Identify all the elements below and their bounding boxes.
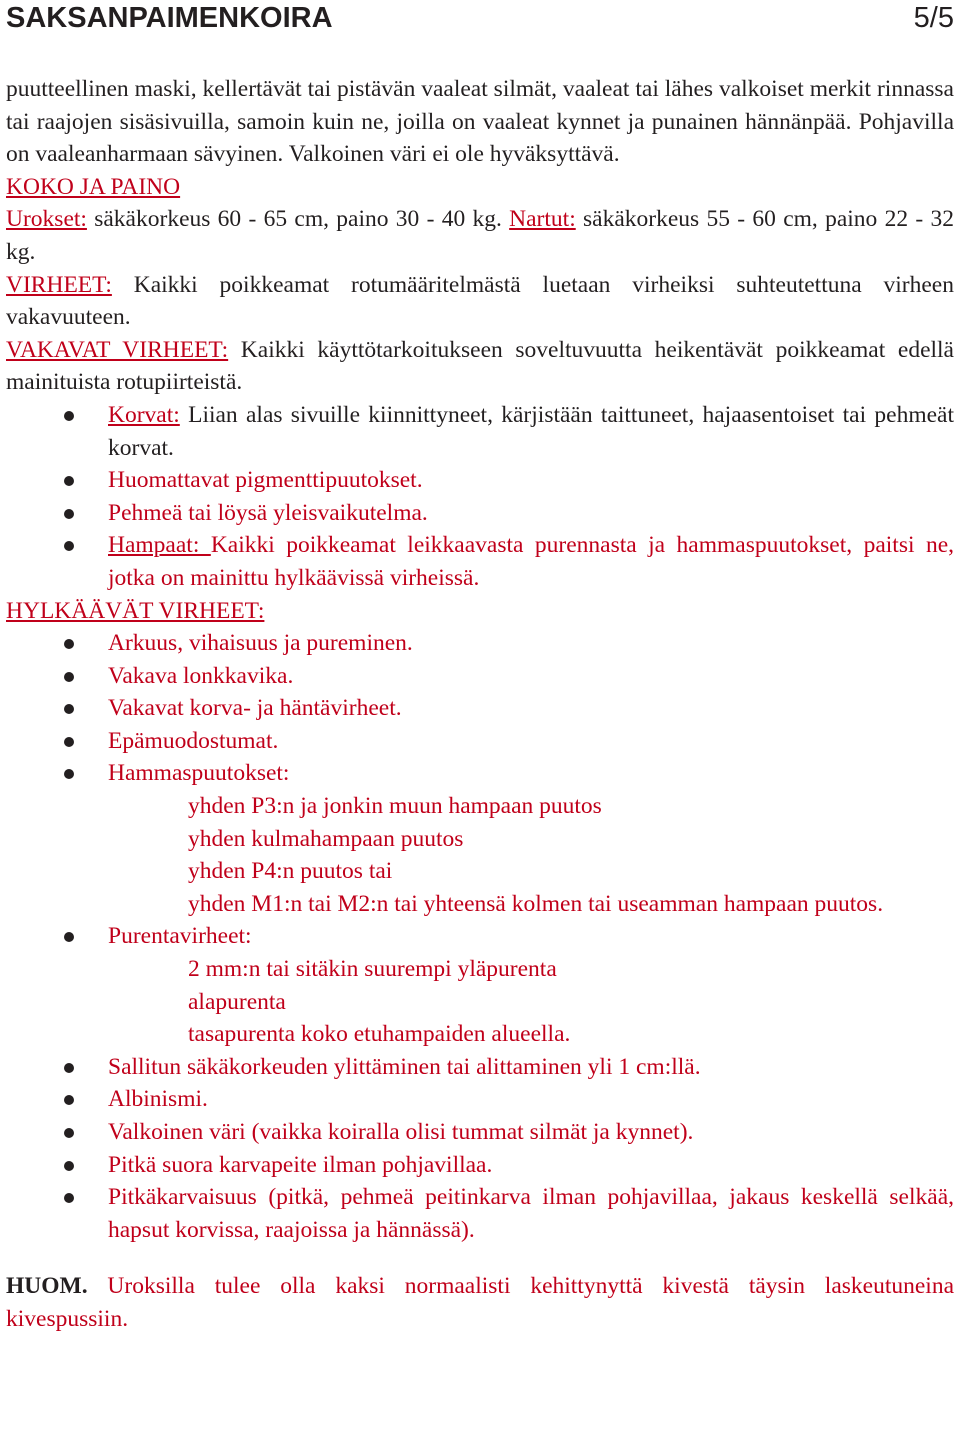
note-paragraph bbox=[6, 1270, 954, 1335]
page-number: 5/5 bbox=[913, 2, 954, 34]
bullet-icon bbox=[64, 639, 74, 649]
serious-faults-list bbox=[6, 399, 954, 595]
list-item-text: Pehmeä tai löysä yleisvaikutelma. bbox=[108, 499, 428, 526]
list-item bbox=[6, 529, 954, 594]
list-item-text: Albinismi. bbox=[108, 1086, 208, 1113]
list-item-label: Korvat: bbox=[108, 401, 180, 428]
sublist-line: tasapurenta koko etuhampaiden alueella. bbox=[188, 1021, 571, 1048]
list-item bbox=[6, 1116, 954, 1149]
list-item bbox=[6, 1083, 954, 1116]
list-item-text: Sallitun säkäkorkeuden ylittäminen tai alittaminen yli 1 cm:llä. bbox=[108, 1053, 701, 1080]
list-item-text: Huomattavat pigmenttipuutokset. bbox=[108, 467, 423, 494]
list-item-text: Vakava lonkkavika. bbox=[108, 662, 294, 689]
list-item-text: Kaikki poikkeamat leikkaavasta purennasta ja hammaspuutokset, paitsi ne, jotka on mainittu hylkäävissä virheissä. bbox=[108, 532, 954, 591]
list-item bbox=[6, 464, 954, 497]
disqualifying-heading bbox=[6, 595, 954, 628]
sublist-line: yhden P4:n puutos tai bbox=[188, 858, 393, 885]
bullet-icon bbox=[64, 672, 74, 682]
list-item-text: Vakavat korva- ja häntävirheet. bbox=[108, 695, 402, 722]
serious-faults-paragraph bbox=[6, 334, 954, 399]
list-item bbox=[6, 660, 954, 693]
disqualifying-heading-text: HYLKÄÄVÄT VIRHEET: bbox=[6, 597, 265, 624]
faults-paragraph bbox=[6, 269, 954, 334]
document-title: SAKSANPAIMENKOIRA bbox=[6, 2, 333, 34]
list-item-text: Pitkäkarvaisuus (pitkä, pehmeä peitinkarva ilman pohjavillaa, jakaus keskellä selkää, hapsut korvissa, raajoissa ja hännässä). bbox=[108, 1184, 954, 1243]
note-label: HUOM. bbox=[6, 1273, 88, 1300]
sublist-line: yhden M1:n tai M2:n tai yhteensä kolmen tai useamman hampaan puutos. bbox=[188, 890, 884, 917]
list-item bbox=[6, 399, 954, 464]
bullet-icon bbox=[64, 541, 74, 551]
faults-label: VIRHEET: bbox=[6, 271, 112, 298]
bullet-icon bbox=[64, 1161, 74, 1171]
disqualifying-list-continued bbox=[6, 1051, 954, 1247]
faults-text: Kaikki poikkeamat rotumääritelmästä luetaan virheiksi suhteutettuna virheen vakavuuteen. bbox=[6, 271, 954, 331]
list-item-text: Hammaspuutokset: bbox=[108, 760, 290, 787]
bullet-icon bbox=[64, 1095, 74, 1105]
bullet-icon bbox=[64, 769, 74, 779]
list-item bbox=[6, 692, 954, 725]
size-heading bbox=[6, 171, 954, 204]
serious-faults-label: VAKAVAT VIRHEET: bbox=[6, 336, 229, 363]
intro-paragraph: puutteellinen maski, kellertävät tai pistävän vaaleat silmät, vaaleat tai lähes valkoiset merkit rinnassa tai raajojen sisäsivuilla, samoin kuin ne, joilla on vaaleat kynnet ja punainen hännänpää. Pohjavilla on vaaleanharmaan sävyinen. Valkoinen väri ei ole hyväksyttävä. bbox=[6, 76, 954, 168]
sublist-line: yhden kulmahampaan puutos bbox=[188, 825, 464, 852]
document-body bbox=[6, 73, 954, 1336]
females-label: Nartut: bbox=[509, 206, 576, 233]
bullet-icon bbox=[64, 509, 74, 519]
disqualifying-list bbox=[6, 627, 954, 790]
bullet-icon bbox=[64, 1063, 74, 1073]
bullet-icon bbox=[64, 1193, 74, 1203]
sublist-line: yhden P3:n ja jonkin muun hampaan puutos bbox=[188, 793, 602, 820]
serious-faults-text: Kaikki käyttötarkoitukseen soveltuvuutta heikentävät poikkeamat edellä mainituista rotupiirteistä. bbox=[6, 336, 954, 396]
page-header bbox=[6, 2, 954, 36]
note-text: Uroksilla tulee olla kaksi normaalisti kehittynyttä kivestä täysin laskeutuneina kivespussiin. bbox=[6, 1273, 954, 1332]
list-item-text: Arkuus, vihaisuus ja pureminen. bbox=[108, 630, 413, 657]
males-text: säkäkorkeus 60 - 65 cm, paino 30 - 40 kg. bbox=[86, 206, 510, 233]
list-item bbox=[6, 1149, 954, 1182]
list-item bbox=[6, 627, 954, 660]
teeth-sublist bbox=[6, 790, 954, 920]
size-heading-text: KOKO JA PAINO bbox=[6, 173, 181, 200]
list-item bbox=[6, 757, 954, 790]
list-item bbox=[6, 1181, 954, 1246]
list-item-text: Epämuodostumat. bbox=[108, 727, 279, 754]
bullet-icon bbox=[64, 476, 74, 486]
list-item-text: Valkoinen väri (vaikka koiralla olisi tummat silmät ja kynnet). bbox=[108, 1119, 694, 1145]
bullet-icon bbox=[64, 704, 74, 714]
list-item-label: Hampaat: bbox=[108, 532, 211, 559]
bite-sublist bbox=[6, 953, 954, 1051]
list-item bbox=[6, 725, 954, 758]
bullet-icon bbox=[64, 932, 74, 942]
list-item-text: Liian alas sivuille kiinnittyneet, kärjistään taittuneet, hajaasentoiset tai pehmeät korvat. bbox=[108, 401, 954, 461]
bullet-icon bbox=[64, 411, 74, 421]
list-item-text: Pitkä suora karvapeite ilman pohjavillaa. bbox=[108, 1151, 493, 1178]
females-text: säkäkorkeus 55 - 60 cm, paino 22 - 32 kg. bbox=[6, 206, 954, 265]
bite-list bbox=[6, 920, 954, 953]
list-item-text: Purentavirheet: bbox=[108, 923, 252, 950]
list-item bbox=[6, 1051, 954, 1084]
sublist-line: alapurenta bbox=[188, 988, 286, 1015]
size-paragraph bbox=[6, 203, 954, 268]
sublist-line: 2 mm:n tai sitäkin suurempi yläpurenta bbox=[188, 956, 557, 983]
bullet-icon bbox=[64, 737, 74, 747]
list-item bbox=[6, 497, 954, 530]
bullet-icon bbox=[64, 1128, 74, 1138]
males-label: Urokset: bbox=[6, 206, 87, 233]
list-item bbox=[6, 920, 954, 953]
